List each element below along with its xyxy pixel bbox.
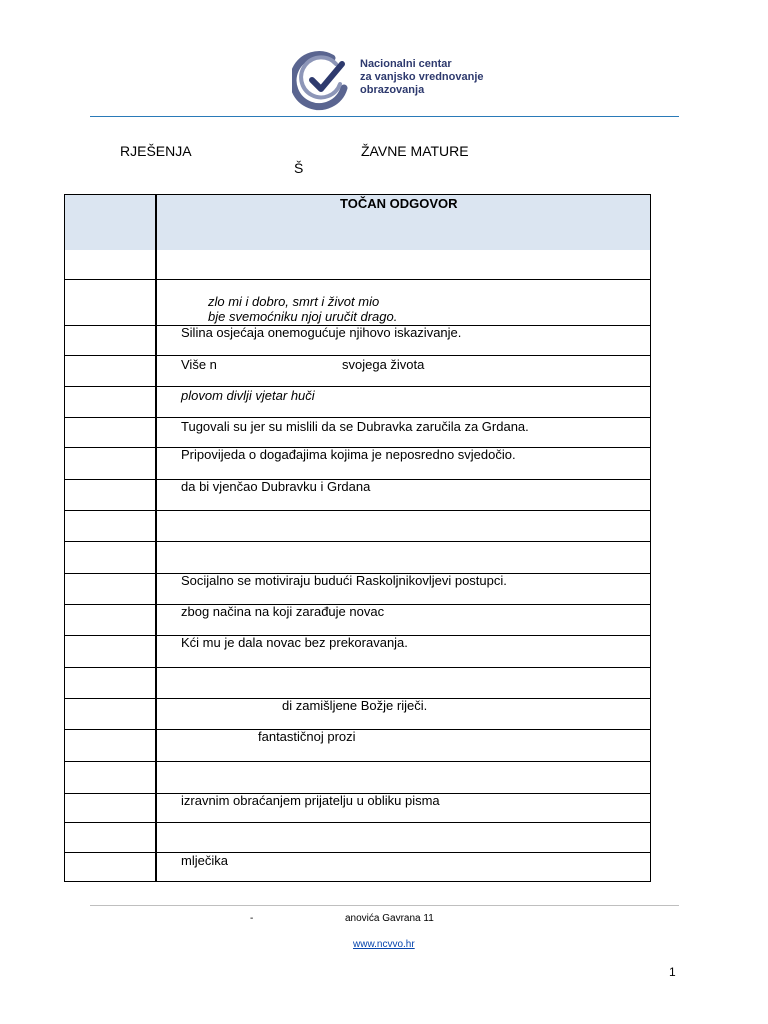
- answer-text: svojega života: [342, 357, 425, 372]
- org-name-line-2: za vanjsko vrednovanje: [360, 71, 484, 83]
- org-name-line-1: Nacionalni centar: [360, 58, 452, 70]
- answer-text: Tugovali su jer su mislili da se Dubravka zaručila za Grdana.: [181, 419, 529, 434]
- footer-website-link[interactable]: www.ncvvo.hr: [353, 939, 415, 950]
- table-header-label: TOČAN ODGOVOR: [340, 196, 458, 211]
- table-row: [65, 479, 650, 511]
- title-right: ŽAVNE MATURE: [361, 143, 469, 159]
- table-row: [65, 447, 650, 480]
- page-number: 1: [669, 965, 676, 979]
- table-row: [65, 793, 650, 823]
- answer-text: Silina osjećaja onemogućuje njihovo iskazivanje.: [181, 325, 462, 340]
- table-row: [65, 325, 650, 356]
- table-row: [65, 698, 650, 730]
- header-rule: [90, 116, 679, 117]
- answer-text: di zamišljene Božje riječi.: [282, 698, 428, 713]
- table-row: [65, 541, 650, 574]
- answer-text: fantastičnoj prozi: [258, 729, 356, 744]
- footer-rule: [90, 905, 679, 906]
- title-left: RJEŠENJA: [120, 143, 192, 159]
- table-row: [65, 417, 650, 448]
- answer-text: Pripovijeda o događajima kojima je neposredno svjedočio.: [181, 447, 516, 462]
- answer-text: Kći mu je dala novac bez prekoravanja.: [181, 635, 408, 650]
- checkmark-circle-icon: [292, 48, 354, 112]
- answer-text: mlječika: [181, 853, 228, 868]
- footer-dash: -: [250, 913, 254, 924]
- table-row: [65, 250, 650, 279]
- ncvvo-logo: [292, 48, 492, 112]
- answer-text: da bi vjenčao Dubravku i Grdana: [181, 479, 371, 494]
- title-second-line: Š: [294, 160, 304, 176]
- answers-table: [64, 194, 651, 882]
- footer-address: anovića Gavrana 11: [345, 913, 434, 924]
- table-row: [65, 822, 650, 853]
- table-row: [65, 510, 650, 542]
- answer-text: izravnim obraćanjem prijatelju u obliku pisma: [181, 793, 440, 808]
- table-header: [65, 195, 650, 250]
- answer-text: zlo mi i dobro, smrt i život mio: [208, 294, 380, 309]
- table-row: [65, 386, 650, 418]
- answer-text: Socijalno se motiviraju budući Raskoljnikovljevi postupci.: [181, 573, 507, 588]
- table-row: [65, 852, 650, 881]
- table-row: [65, 729, 650, 762]
- answer-text: bje svemoćniku njoj uručit drago.: [208, 309, 398, 324]
- org-name-line-3: obrazovanja: [360, 84, 425, 96]
- logo-wordmark: [360, 58, 484, 97]
- answer-text: zbog načina na koji zarađuje novac: [181, 604, 385, 619]
- table-row: [65, 761, 650, 794]
- table-row: [65, 573, 650, 605]
- answer-text: Više n: [181, 357, 217, 372]
- answer-text: plovom divlji vjetar huči: [181, 388, 315, 403]
- table-row: [65, 279, 650, 326]
- table-row: [65, 635, 650, 668]
- table-row: [65, 604, 650, 636]
- table-row: [65, 667, 650, 699]
- table-row: [65, 355, 650, 387]
